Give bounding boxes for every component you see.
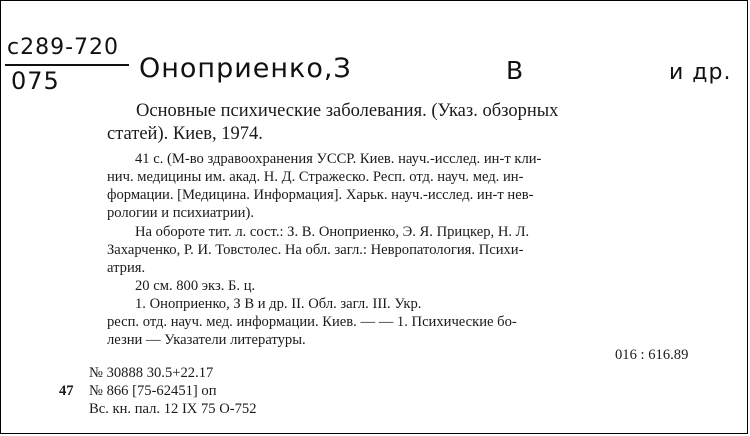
body-line-5: На обороте тит. л. сост.: З. В. Оноприенко, Э. Я. Прицкер, Н. Л.	[135, 224, 530, 240]
classification-code: 016 : 616.89	[615, 347, 689, 363]
body-line-1: 41 с. (М-во здравоохранения УССР. Киев. науч.-исслед. ин-т кли-	[135, 151, 542, 167]
order-number: № 866 [75-62451] оп	[89, 383, 217, 399]
body-line-9: 1. Оноприенко, З В и др. II. Обл. загл. III. Укр.	[135, 296, 422, 312]
body-line-7: атрия.	[107, 260, 146, 276]
handwritten-et-al: и др.	[669, 60, 732, 85]
call-number-top: с289-720	[7, 35, 120, 60]
body-line-2: нич. медицины им. акад. Н. Д. Стражеско. Респ. отд. науч. мед. ин-	[107, 169, 524, 185]
body-line-6: Захарченко, Р. И. Товстолес. На обл. загл.: Невропатология. Психи-	[107, 242, 524, 258]
body-line-8: 20 см. 800 экз. Б. ц.	[135, 278, 256, 294]
call-number-bottom: 075	[11, 67, 60, 95]
body-line-4: рологии и психиатрии).	[107, 205, 254, 221]
body-line-3: формации. [Медицина. Информация]. Харьк. науч.-исслед. ин-т нев-	[107, 187, 534, 203]
call-number-divider	[5, 64, 129, 66]
index-prefix: 47	[59, 383, 74, 399]
handwritten-author: Оноприенко,З	[139, 53, 352, 84]
handwritten-initial: В	[506, 56, 525, 85]
card-title-continuation: статей). Киев, 1974.	[107, 124, 263, 144]
printing-info: Вс. кн. пал. 12 IX 75 О-752	[89, 401, 257, 417]
body-line-10: респ. отд. науч. мед. информации. Киев. — — 1. Психические бо-	[107, 314, 517, 330]
body-line-11: лезни — Указатели литературы.	[107, 332, 306, 348]
card-title: Основные психические заболевания. (Указ. обзорных	[136, 101, 559, 121]
registration-number: № 30888 30.5+22.17	[89, 365, 214, 381]
